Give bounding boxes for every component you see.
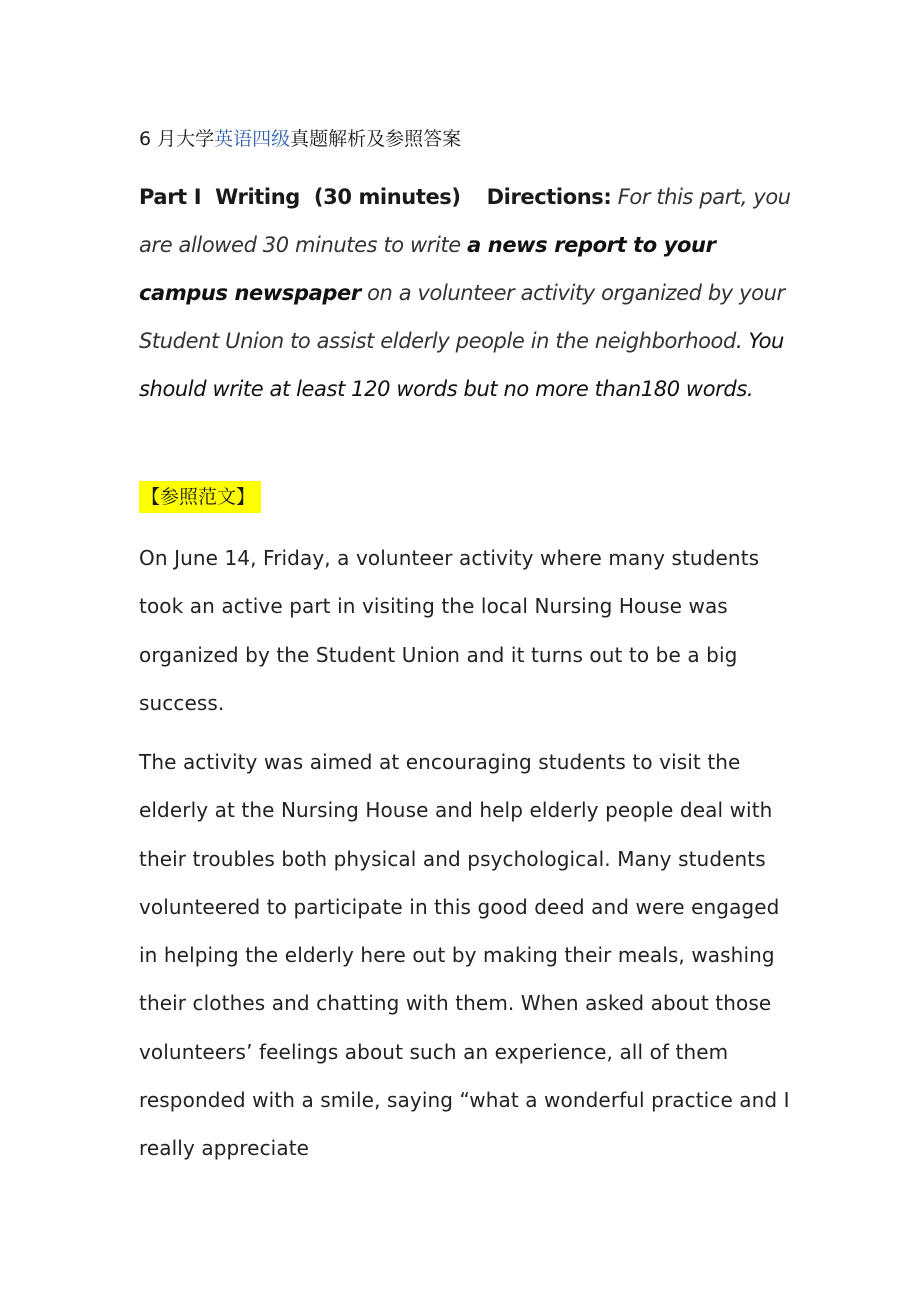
essay-paragraph-1: On June 14, Friday, a volunteer activity where many students took an active part in visiting the local Nursing House was organized by the Student Union and it turns out to be a big success. (139, 546, 760, 715)
time-label: (30 minutes) (313, 185, 461, 209)
part-label: Part I (139, 185, 202, 209)
title-link[interactable]: 英语四级 (214, 128, 291, 150)
title-suffix: 真题解析及参照答案 (290, 128, 462, 150)
page-title (139, 124, 461, 154)
reference-essay-badge: 【参照范文】 (139, 481, 261, 513)
directions-emphasis-2: . You should write at least 120 words but no more than180 words. (139, 329, 784, 401)
title-prefix: 6 月大学 (139, 128, 215, 150)
directions-label: Directions: (486, 185, 612, 209)
directions-emphasis-1: a news report to your campus newspaper (139, 233, 716, 305)
directions-text-1: For this part, you are allowed 30 minutes to write (139, 185, 791, 257)
section-label: Writing (215, 185, 300, 209)
directions-text-2: on a volunteer activity organized by your Student Union to assist elderly people in the neighborhood (139, 281, 785, 353)
essay-paragraph-2: The activity was aimed at encouraging students to visit the elderly at the Nursing House and help elderly people deal with their troubles both physical and psychological. Many students volunteered to participate in this good deed and were engaged in helping the elderly here out by making their meals, washing their clothes and chatting with them. When asked about those volunteers’ feelings about such an experience, all of them responded with a smile, saying “what a wonderful practice and I really appreciate (139, 750, 790, 1161)
directions-block (139, 173, 799, 413)
